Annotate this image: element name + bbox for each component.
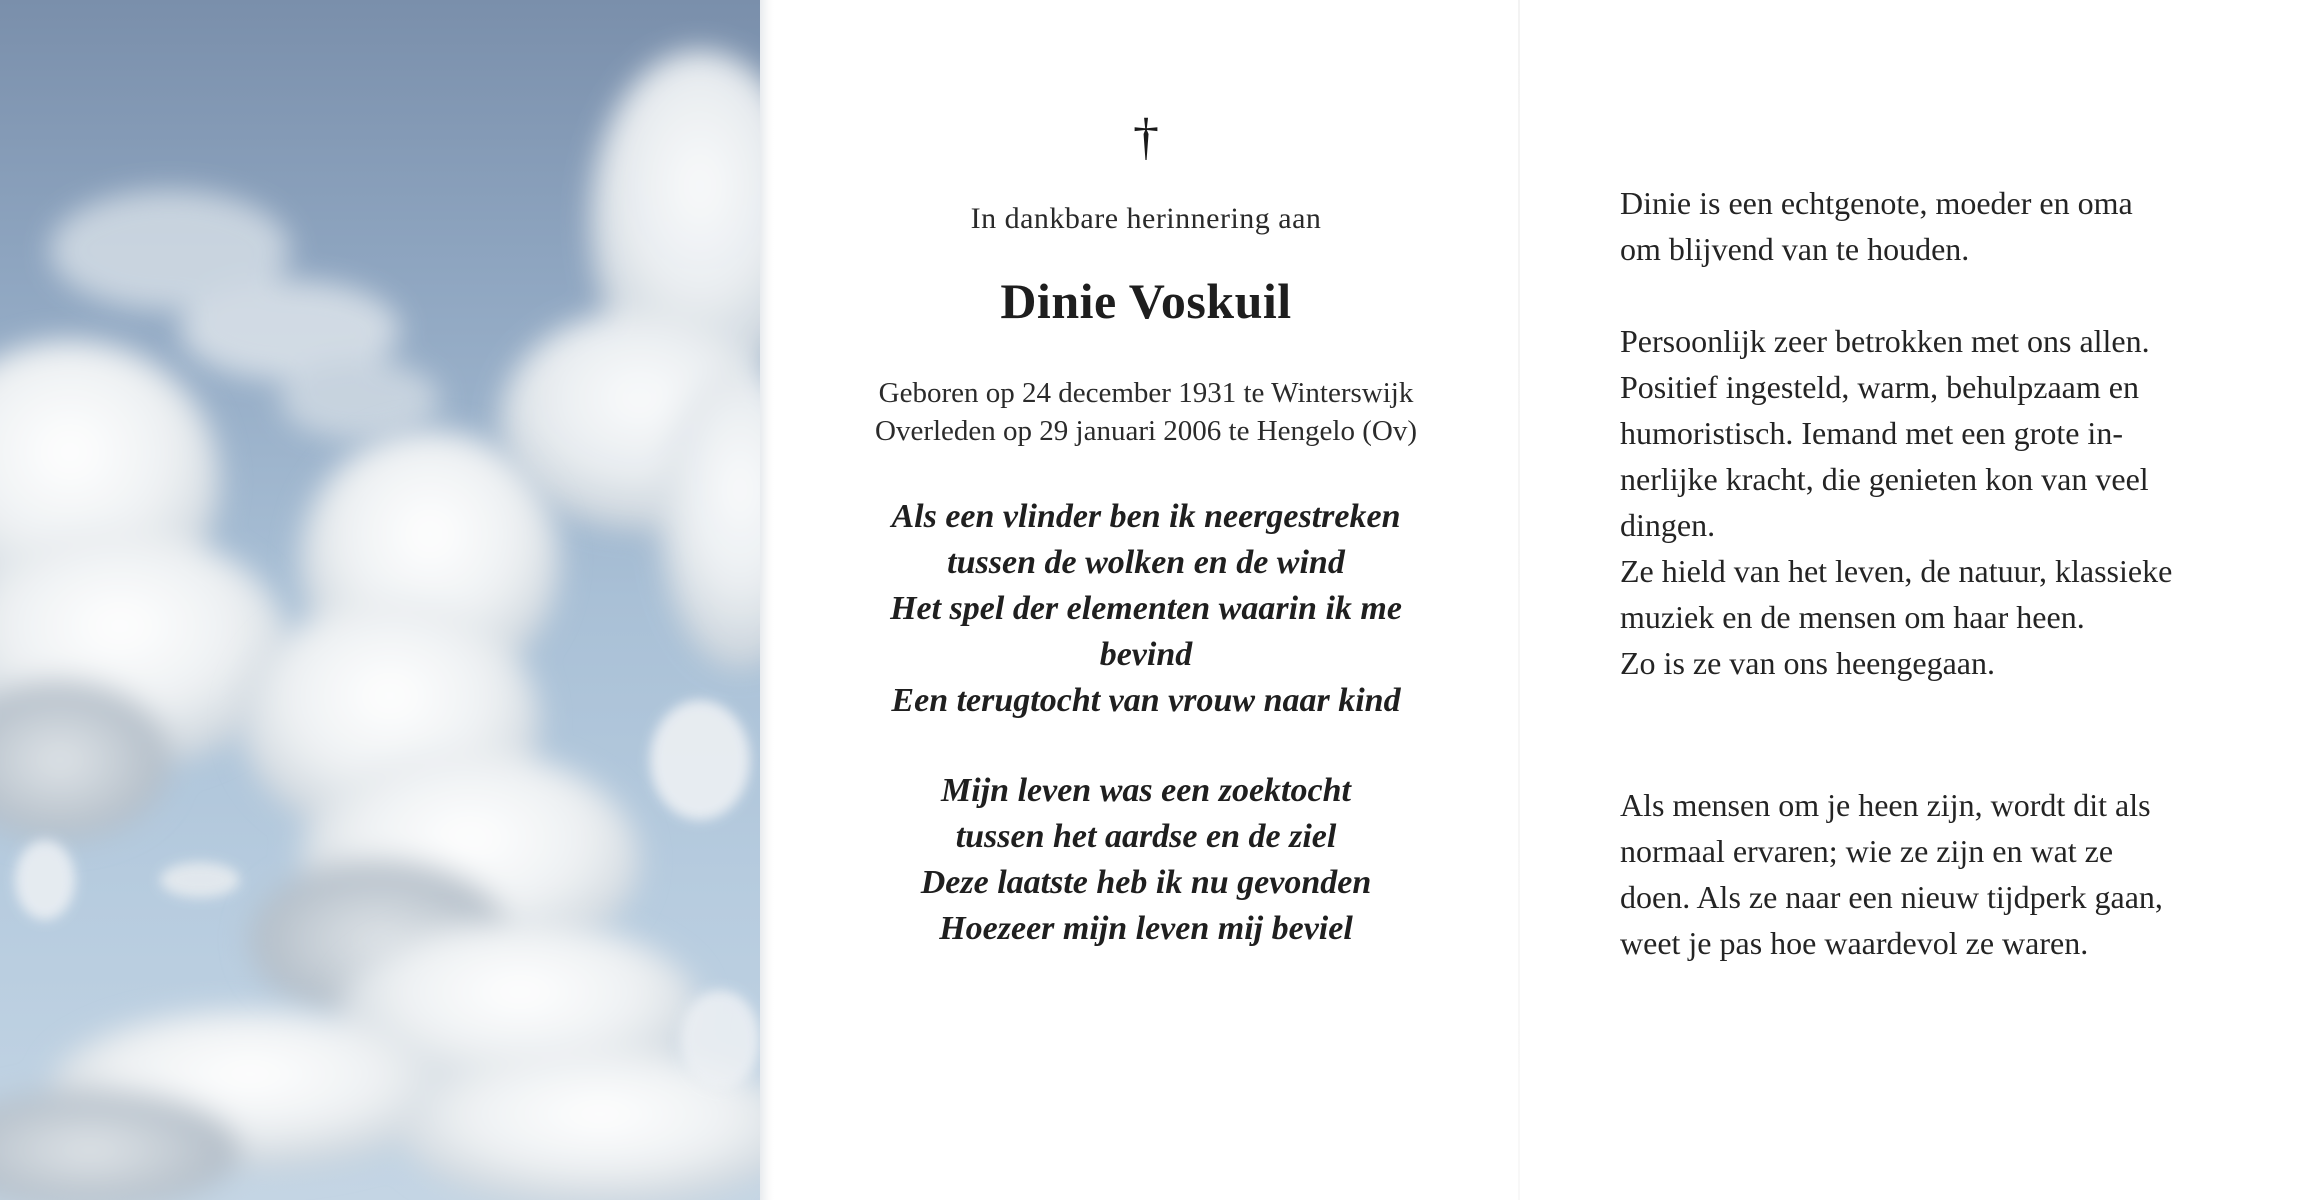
- text-line: nerlijke kracht, die genieten kon van veel: [1620, 461, 2149, 497]
- poem-line: Het spel der elementen waarin ik me: [890, 590, 1402, 627]
- text-line: doen. Als ze naar een nieuw tijdperk gaan,: [1620, 879, 2163, 915]
- poem-line: tussen de wolken en de wind: [947, 544, 1345, 581]
- text-line: muziek en de mensen om haar heen.: [1620, 599, 2085, 635]
- text-line: Ze hield van het leven, de natuur, klassieke: [1620, 553, 2173, 589]
- text-line: normaal ervaren; wie ze zijn en wat ze: [1620, 833, 2114, 869]
- memorial-panel: [776, 0, 1516, 1200]
- death-line: Overleden op 29 januari 2006 te Hengelo (Ov): [875, 415, 1417, 447]
- text-line: humoristisch. Iemand met een grote in-: [1620, 415, 2123, 451]
- poem-line: Mijn leven was een zoektocht: [941, 772, 1351, 809]
- tribute-paragraph-3: [1620, 782, 2260, 966]
- poem-line: Deze laatste heb ik nu gevonden: [920, 864, 1372, 901]
- tribute-paragraph-2: [1620, 318, 2260, 686]
- sky-photo: [0, 0, 760, 1200]
- clouds-illustration: [0, 0, 760, 1200]
- text-line: Als mensen om je heen zijn, wordt dit als: [1620, 787, 2151, 823]
- text-line: dingen.: [1620, 507, 1716, 543]
- poem-line: Als een vlinder ben ik neergestreken: [891, 498, 1401, 535]
- tribute-paragraph-1: [1620, 180, 2260, 272]
- cross-icon: †: [1133, 109, 1159, 166]
- deceased-name: Dinie Voskuil: [1000, 273, 1292, 329]
- intro-text: In dankbare herinnering aan: [970, 202, 1322, 235]
- text-line: Positief ingesteld, warm, behulpzaam en: [1620, 369, 2139, 405]
- poem-line: Een terugtocht van vrouw naar kind: [891, 682, 1401, 719]
- text-line: Persoonlijk zeer betrokken met ons allen.: [1620, 323, 2150, 359]
- poem-line: bevind: [1099, 636, 1193, 673]
- poem-stanza-2: [776, 768, 1516, 952]
- card-edge: [760, 0, 774, 1200]
- life-dates: [776, 374, 1516, 450]
- text-line: weet je pas hoe waardevol ze waren.: [1620, 925, 2089, 961]
- text-line: Dinie is een echtgenote, moeder en oma: [1620, 185, 2133, 221]
- tribute-text: [1620, 180, 2260, 966]
- text-line: Zo is ze van ons heengegaan.: [1620, 645, 1995, 681]
- birth-line: Geboren op 24 december 1931 te Winterswijk: [878, 377, 1414, 409]
- text-line: om blijvend van te houden.: [1620, 231, 1970, 267]
- poem-stanza-1: [776, 494, 1516, 724]
- poem-line: tussen het aardse en de ziel: [955, 818, 1337, 855]
- fold-line: [1518, 0, 1520, 1200]
- poem-line: Hoezeer mijn leven mij beviel: [939, 910, 1353, 947]
